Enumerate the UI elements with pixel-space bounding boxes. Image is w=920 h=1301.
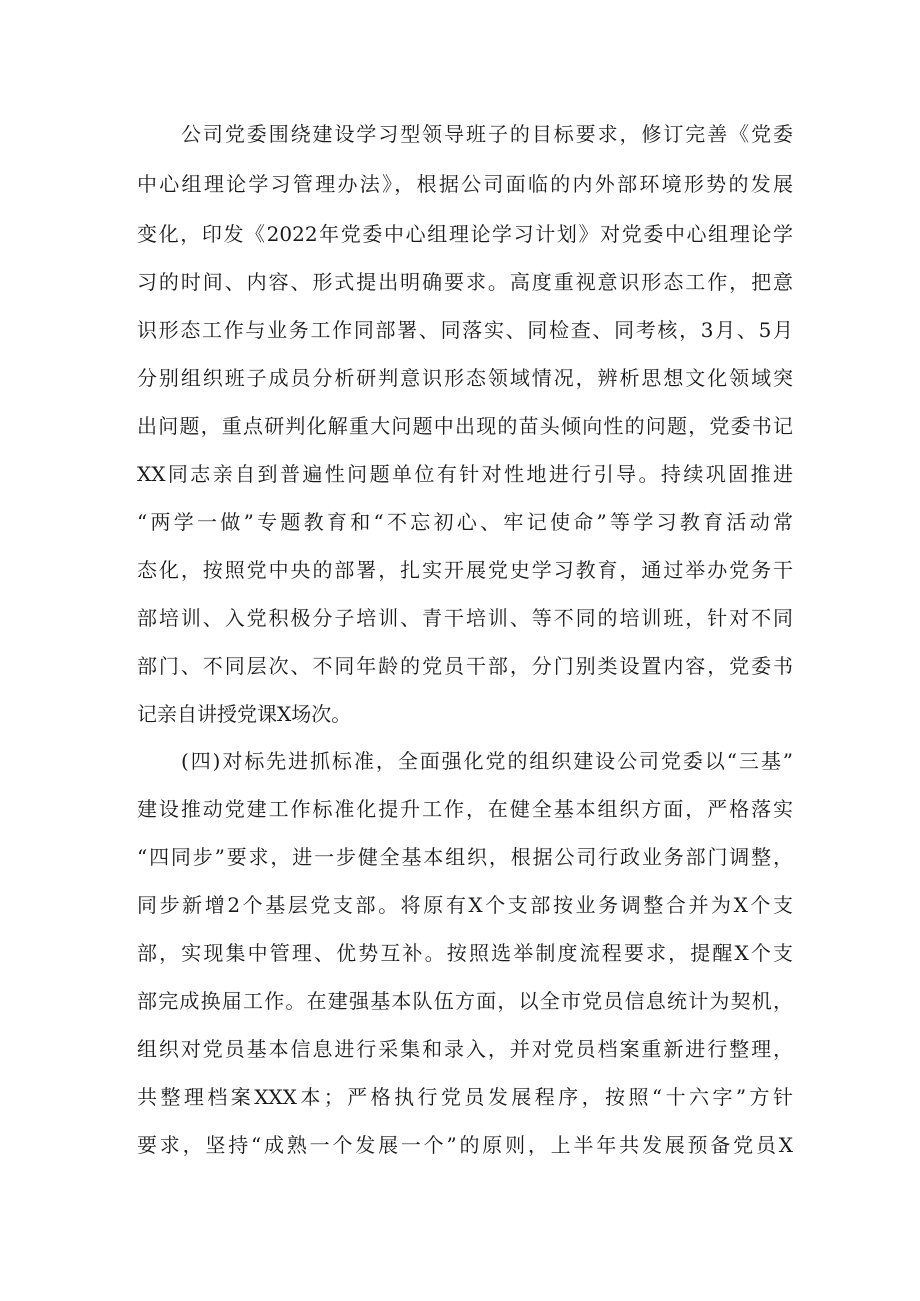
text-line: XX同志亲自到普遍性问题单位有针对性地进行引导。持续巩固推进 xyxy=(137,462,793,486)
text-line: 分别组织班子成员分析研判意识形态领域情况，辨析思想文化领域突 xyxy=(137,366,793,390)
text-line: 同步新增2个基层党支部。将原有X个支部按业务调整合并为X个支 xyxy=(137,893,793,917)
text-line: “四同步”要求，进一步健全基本组织，根据公司行政业务部门调整， xyxy=(137,845,793,869)
text-line: “两学一做”专题教育和“不忘初心、牢记使命”等学习教育活动常 xyxy=(137,510,793,534)
text-line: 共整理档案XXX本；严格执行党员发展程序，按照“十六字”方针 xyxy=(137,1085,793,1109)
text-line: 部培训、入党积极分子培训、青干培训、等不同的培训班，针对不同 xyxy=(137,606,793,630)
text-line: 公司党委围绕建设学习型领导班子的目标要求，修订完善《党委 xyxy=(181,122,793,146)
text-line: 建设推动党建工作标准化提升工作，在健全基本组织方面，严格落实 xyxy=(137,797,793,821)
text-line: 组织对党员基本信息进行采集和录入，并对党员档案重新进行整理， xyxy=(137,1037,793,1061)
text-line: 中心组理论学习管理办法》，根据公司面临的内外部环境形势的发展 xyxy=(137,172,793,196)
text-line: 部门、不同层次、不同年龄的党员干部，分门别类设置内容，党委书 xyxy=(137,654,793,678)
text-line: (四)对标先进抓标准，全面强化党的组织建设公司党委以“三基” xyxy=(181,749,793,773)
text-line: 要求，坚持“成熟一个发展一个”的原则，上半年共发展预备党员X xyxy=(137,1133,793,1157)
text-line: 变化，印发《2022年党委中心组理论学习计划》对党委中心组理论学 xyxy=(137,222,793,246)
text-line: 记亲自讲授党课X场次。 xyxy=(137,702,352,726)
text-line: 部，实现集中管理、优势互补。按照选举制度流程要求，提醒X个支 xyxy=(137,941,793,965)
text-line: 态化，按照党中央的部署，扎实开展党史学习教育，通过举办党务干 xyxy=(137,558,793,582)
text-line: 出问题，重点研判化解重大问题中出现的苗头倾向性的问题，党委书记 xyxy=(137,414,793,438)
text-line: 识形态工作与业务工作同部署、同落实、同检查、同考核，3月、5月 xyxy=(137,318,793,342)
text-line: 习的时间、内容、形式提出明确要求。高度重视意识形态工作，把意 xyxy=(137,270,793,294)
text-line: 部完成换届工作。在建强基本队伍方面，以全市党员信息统计为契机， xyxy=(137,989,793,1013)
